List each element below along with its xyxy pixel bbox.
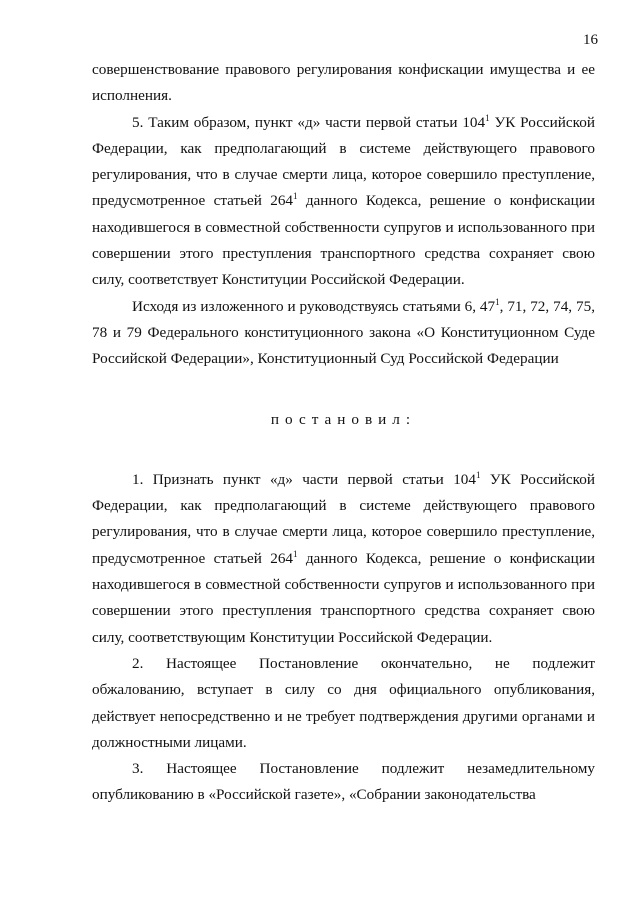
paragraph-5-text-a: 5. Таким образом, пункт «д» части первой статьи 104 <box>132 113 486 131</box>
superscript: 1 <box>485 112 490 123</box>
paragraph-continuation: совершенствование правового регулирования конфискации имущества и ее исполнения. <box>92 61 595 105</box>
page-number: 16 <box>583 32 598 48</box>
superscript: 1 <box>293 548 298 559</box>
superscript: 1 <box>495 296 500 307</box>
superscript: 1 <box>293 191 298 202</box>
resolution-item-1 <box>92 467 595 651</box>
basis-text-b: , 71, 72, 74, 75, 78 и 79 Федерального конституционного закона «О Конституционном Суде Российской Федерации», Конституционный Суд Российской Федерации <box>92 297 595 368</box>
resolution-item-3: 3. Настоящее Постановление подлежит незамедлительному опубликованию в «Российской газете», «Собрании законодательства <box>92 760 595 804</box>
paragraph-5-text-b: УК Российской Федерации, как предполагающий в системе действующего правового регулирования, что в случае смерти лица, которое совершило преступление, предусмотренное статьей 264 <box>92 113 596 210</box>
resolution-heading: постановил: <box>270 410 417 428</box>
item-1-text-b: УК Российской Федерации, как предполагающий в системе действующего правового регулирования, что в случае смерти лица, которое совершило преступление, предусмотренное статьей 264 <box>92 470 596 567</box>
resolution-item-2: 2. Настоящее Постановление окончательно, не подлежит обжалованию, вступает в силу со дня официального опубликования, действует непосредственно и не требует подтверждения другими органами и должностными лицами. <box>92 654 595 751</box>
paragraph-5 <box>92 110 595 294</box>
paragraph-basis <box>92 294 595 373</box>
paragraph-5-text-c: данного Кодекса, решение о конфискации находившегося в совместной собственности супругов и использованного при совершении этого преступления транспортного средства сохраняет свою силу, соответствует Конституции Российской Федерации. <box>92 192 595 289</box>
item-1-text-a: 1. Признать пункт «д» части первой статьи 104 <box>132 470 476 488</box>
item-1-text-c: данного Кодекса, решение о конфискации находившегося в совместной собственности супругов и использованного при совершении этого преступления транспортного средства сохраняет свою силу, соответствующим Конституции Российской Федерации. <box>92 549 595 646</box>
basis-text-a: Исходя из изложенного и руководствуясь статьями 6, 47 <box>132 297 496 315</box>
superscript: 1 <box>475 469 481 480</box>
document-body <box>92 57 595 809</box>
